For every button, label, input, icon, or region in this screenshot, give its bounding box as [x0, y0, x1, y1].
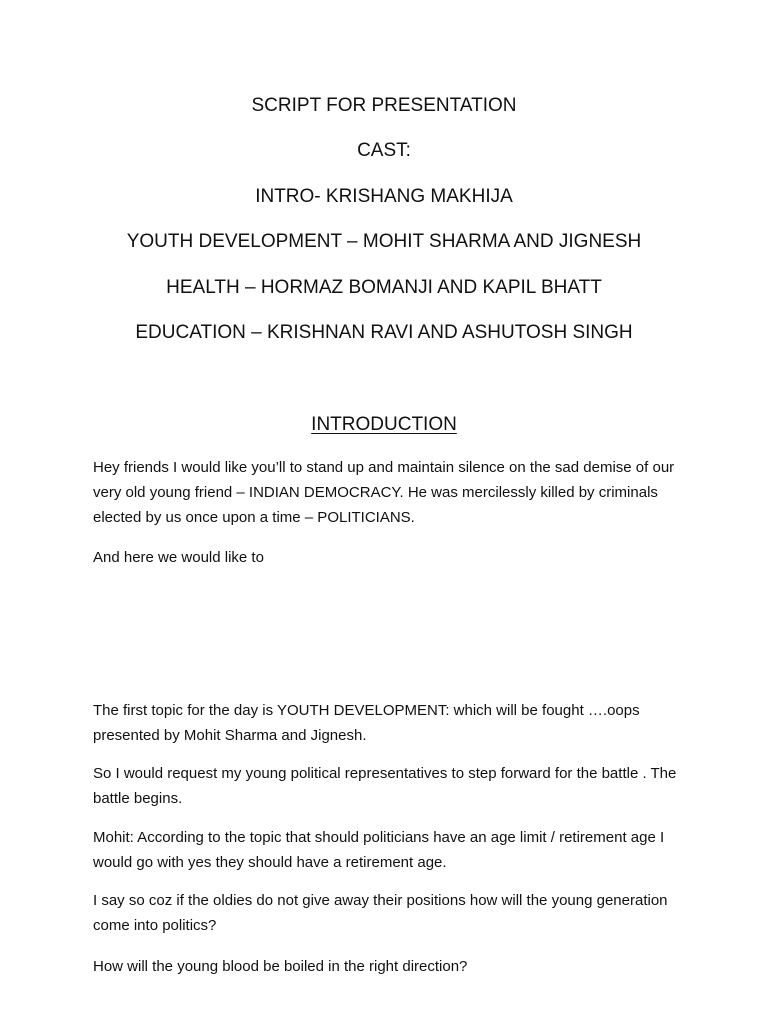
cast-header: [0, 94, 768, 366]
intro-paragraph: Hey friends I would like you’ll to stand up and maintain silence on the sad demise of our very old young friend – INDIAN DEMOCRACY. He was mercilessly killed by criminals elected by us once upon a time – POLITICIANS.: [93, 459, 675, 526]
cast-entry-youth-development: YOUTH DEVELOPMENT – MOHIT SHARMA AND JIGNESH: [126, 231, 642, 253]
cast-label: CAST:: [357, 140, 411, 162]
cast-entry-health: HEALTH – HORMAZ BOMANJI AND KAPIL BHATT: [166, 276, 602, 298]
body-paragraph: The first topic for the day is YOUTH DEVELOPMENT: which will be fought ….oops presented by Mohit Sharma and Jignesh.: [93, 702, 640, 744]
introduction-heading: [0, 413, 768, 436]
document-title: SCRIPT FOR PRESENTATION: [251, 95, 517, 116]
introduction-heading-text: INTRODUCTION: [311, 414, 457, 435]
body-paragraph: Mohit: According to the topic that should politicians have an age limit / retirement age I would go with yes they should have a retirement age.: [93, 829, 665, 871]
cast-entry-intro: INTRO- KRISHANG MAKHIJA: [255, 185, 513, 207]
body-paragraph: How will the young blood be boiled in the right direction?: [93, 958, 468, 975]
intro-paragraph: And here we would like to: [93, 549, 264, 566]
cast-entry-education: EDUCATION – KRISHNAN RAVI AND ASHUTOSH SINGH: [135, 321, 633, 343]
body-paragraph: I say so coz if the oldies do not give away their positions how will the young generation come into politics?: [93, 892, 668, 934]
body-paragraph: So I would request my young political representatives to step forward for the battle . The battle begins.: [93, 765, 677, 807]
